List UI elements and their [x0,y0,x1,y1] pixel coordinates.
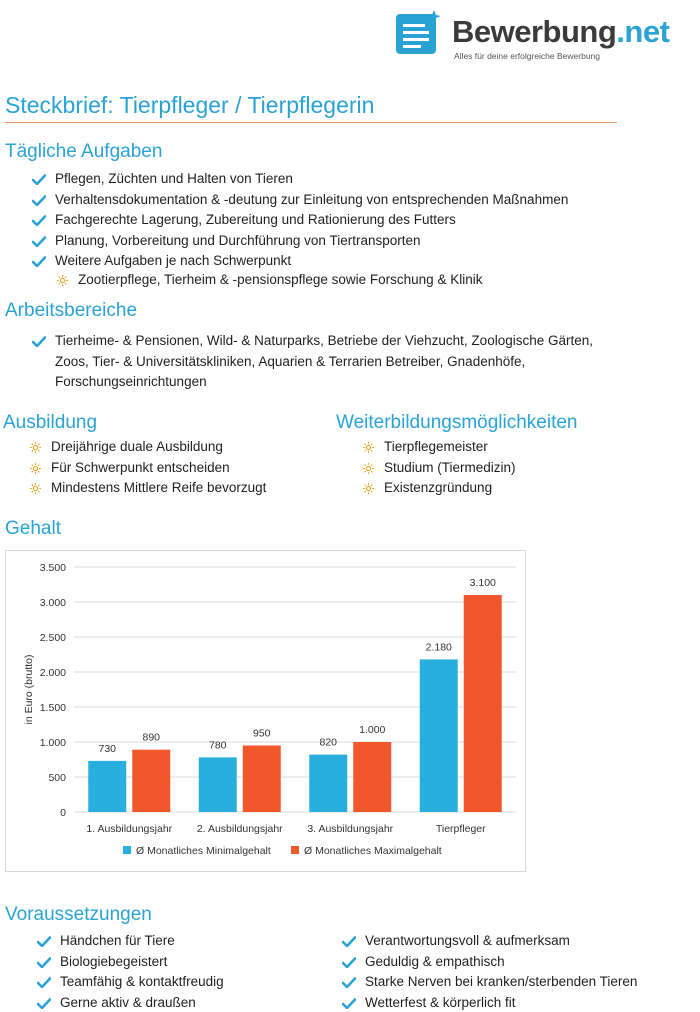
brand-tagline: Alles für deine erfolgreiche Bewerbung [454,51,601,61]
check-icon [37,977,51,988]
list-item-label: Fachgerechte Lagerung, Zubereitung und Rationierung des Futters [55,212,456,227]
requirements-left-list [35,931,224,1012]
list-item-label: Gerne aktiv & draußen [60,994,196,1010]
bar [464,595,502,812]
list-item-label: Händchen für Tiere [60,933,175,948]
check-icon [32,174,46,185]
y-tick-label: 3.000 [39,597,66,609]
list-item [30,231,568,252]
further-heading: Weiterbildungsmöglichkeiten [336,412,578,433]
data-label: 730 [98,742,117,755]
check-icon [37,957,51,968]
list-item [35,972,224,993]
y-axis-label: in Euro (brutto) [23,654,35,725]
document-icon [396,10,442,56]
training-list [28,437,266,499]
list-item-label: Dreijährige duale Ausbildung [51,439,223,454]
data-label: 950 [252,727,271,740]
list-item-label: Existenzgründung [384,480,493,495]
list-item-label: Verhaltensdokumentation & -deutung zur Einleitung von entsprechenden Maßnahmen [55,191,569,207]
list-item-label: Mindestens Mittlere Reife bevorzugt [51,480,267,495]
y-tick-label: 0 [60,807,66,819]
legend-label: Ø Monatliches Minimalgehalt [136,845,271,857]
list-item [340,931,637,952]
y-tick-label: 2.000 [39,667,66,679]
check-icon [32,215,46,226]
tasks-sub-item: Zootierpflege, Tierheim & -pensionspflege sowie Forschung & Klinik [55,270,482,290]
list-item [340,952,637,973]
legend-swatch [123,846,131,854]
sun-bullet-icon [363,483,374,494]
requirements-heading: Voraussetzungen [5,904,152,925]
training-heading: Ausbildung [3,412,98,433]
list-item [28,437,266,458]
bar [420,659,458,812]
list-item-label: Weitere Aufgaben je nach Schwerpunkt [55,253,292,268]
check-icon [32,236,46,247]
sun-bullet-icon [30,442,41,453]
check-icon [32,256,46,267]
bar [309,755,347,812]
list-item-label: Tierpflegemeister [384,439,488,454]
check-icon [342,998,356,1009]
bar [199,757,237,812]
list-item [28,478,266,499]
list-item-label: Planung, Vorbereitung und Durchführung von Tiertransporten [55,232,421,248]
list-item-label: Für Schwerpunkt entscheiden [51,459,230,475]
check-icon [32,336,46,347]
salary-chart-svg [6,551,527,873]
list-item [30,251,568,272]
legend-swatch [291,846,299,854]
salary-chart [5,550,526,872]
list-item [28,458,266,479]
requirements-right-list [340,931,637,1012]
list-item [30,169,568,190]
areas-item: Tierheime- & Pensionen, Wild- & Naturparks, Betriebe der Viehzucht, Zoologische Gärten, Zoos, Tier- & Universitätskliniken, Aquarien & Terrarien Betreiber, Gnadenhöfe, Forschungseinrichtungen [30,331,630,393]
list-item-label: Biologiebegeistert [60,953,168,969]
sun-bullet-icon [30,483,41,494]
tasks-list [30,169,568,272]
check-icon [342,936,356,947]
data-label: 820 [319,736,338,749]
data-label: 780 [208,739,227,752]
list-item [340,972,637,993]
bar [243,746,281,813]
x-tick-label: 3. Ausbildungsjahr [307,823,394,835]
bar [353,742,391,812]
legend-label: Ø Monatliches Maximalgehalt [304,845,442,857]
list-item [30,190,568,211]
check-icon [32,195,46,206]
list-item-label: Verantwortungsvoll & aufmerksam [365,933,570,948]
y-tick-label: 1.500 [39,702,66,714]
sun-bullet-icon [30,463,41,474]
list-item [35,993,224,1012]
list-item-label: Wetterfest & körperlich fit [365,994,516,1010]
list-item [35,931,224,952]
sun-bullet-icon [363,442,374,453]
salary-heading: Gehalt [5,518,61,539]
tasks-heading: Tägliche Aufgaben [5,141,163,162]
brand-name: Bewerbung.net [452,14,670,49]
sun-bullet-icon [57,275,68,286]
list-item [361,458,516,479]
check-icon [37,936,51,947]
check-icon [37,998,51,1009]
areas-heading: Arbeitsbereiche [5,300,138,321]
y-tick-label: 3.500 [39,562,66,574]
data-label: 2.180 [425,641,452,654]
page-title: Steckbrief: Tierpfleger / Tierpflegerin [5,92,375,118]
list-item [361,478,516,499]
further-list [361,437,516,499]
list-item [361,437,516,458]
y-tick-label: 500 [48,772,66,784]
y-tick-label: 2.500 [39,632,66,644]
list-item-label: Geduldig & empathisch [365,953,505,969]
x-tick-label: 2. Ausbildungsjahr [196,823,283,835]
brand-logo[interactable] [396,4,696,62]
list-item [35,952,224,973]
y-tick-label: 1.000 [39,737,66,749]
x-tick-label: Tierpfleger [435,823,486,835]
x-tick-label: 1. Ausbildungsjahr [86,823,173,835]
list-item-label: Pflegen, Züchten und Halten von Tieren [55,171,293,186]
data-label: 3.100 [469,577,496,589]
list-item-label: Teamfähig & kontaktfreudig [60,974,224,989]
check-icon [342,957,356,968]
title-divider [5,122,617,123]
list-item [30,210,568,231]
bar [88,761,126,812]
data-label: 1.000 [359,724,386,736]
data-label: 890 [142,731,161,744]
list-item-label: Studium (Tiermedizin) [384,459,516,475]
sun-bullet-icon [363,463,374,474]
list-item-label: Starke Nerven bei kranken/sterbenden Tieren [365,974,638,989]
check-icon [342,977,356,988]
list-item [340,993,637,1012]
bar [132,750,170,812]
